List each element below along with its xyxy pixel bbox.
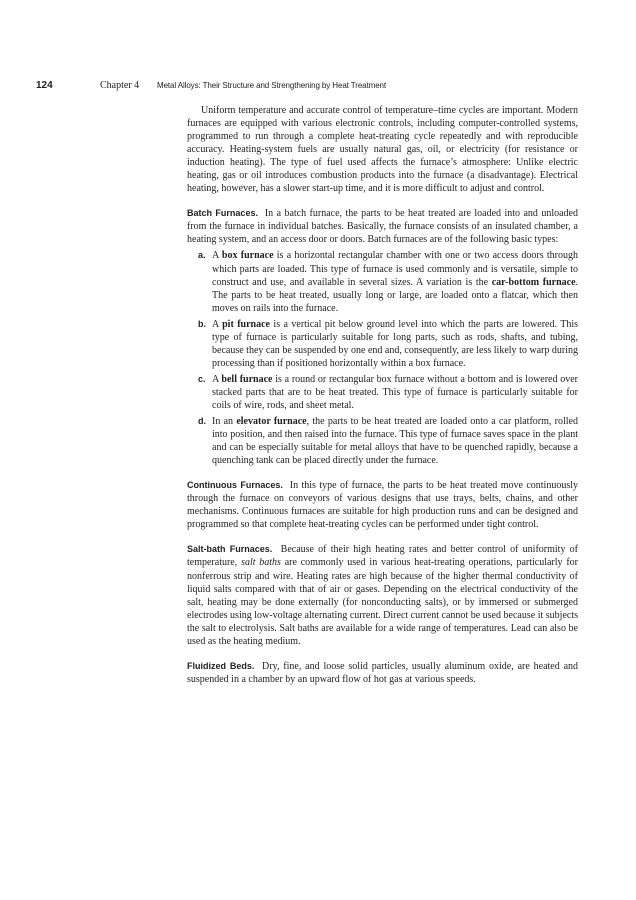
body-text	[187, 104, 578, 686]
fluidized-text: Dry, fine, and loose solid particles, usually aluminum oxide, are heated and suspended in a chamber by an upward flow of hot gas at various speeds.	[187, 660, 579, 685]
item-label: b.	[198, 318, 206, 329]
list-item: a. A box furnace is a horizontal rectangular chamber with one or two access doors through which parts are loaded. This type of furnace is used commonly and is versatile, simple to construct and use, and available in several sizes. A variation is the car-bottom furnace. The parts to be heat treated, usually long or large, are loaded onto a flatcar, which then moves on rails into the furnace.	[198, 250, 579, 314]
fluidized-paragraph	[187, 660, 578, 686]
batch-heading: Batch Furnaces.	[187, 208, 258, 219]
list-item: d. In an elevator furnace, the parts to be heat treated are loaded onto a car platform, rolled into position, and then raised into the furnace. This type of furnace saves space in the plant and can be especially suitable for metal alloys that have to be quenched rapidly, because a quenching tank can be placed directly under the furnace.	[198, 416, 578, 467]
saltbath-paragraph: Salt-bath Furnaces. Because of their high heating rates and better control of uniformity of temperature, salt baths are commonly used in various heat-treating operations, particularly for nonferrous strip and wire. Heating rates are high because of the higher thermal conductivity of liquid salts compared with that of air or gases. Depending on the electrical conductivity of the salt, heating may be done externally (for nonconducting salts), or by immersed or submerged electrodes using low-voltage alternating current. Direct current cannot be used because it subjects the salt to electrolysis. Salt baths are available for a wide range of temperatures. Lead can also be used as the heating medium.	[187, 544, 578, 647]
term-bell-furnace: bell furnace	[221, 373, 273, 385]
furnace-type-list	[187, 249, 578, 467]
continuous-text: In this type of furnace, the parts to be heat treated move continuously through the furnace on conveyors of various designs that use trays, belts, chains, and other mechanisms. Continuous furnaces are suitable for high production runs and can be designed and programmed so that complete heat-treating cycles can be performed under tight control.	[187, 480, 578, 531]
saltbath-heading: Salt-bath Furnaces.	[187, 544, 273, 555]
item-label: d.	[198, 416, 206, 427]
fluidized-heading: Fluidized Beds.	[187, 660, 255, 671]
term-pit-furnace: pit furnace	[222, 318, 270, 330]
batch-text: In a batch furnace, the parts to be heat treated are loaded into and unloaded from the furnace in individual batches. Basically, the furnace consists of an insulated chamber, a heating system, and an access door or doors. Batch furnaces are of the following basic types:	[187, 208, 578, 246]
list-item: b. A pit furnace is a vertical pit below ground level into which the parts are lowered. This type of furnace is particularly suitable for long parts, such as rods, shafts, and tubing, because they can be suspended by one end and, consequently, are less likely to warp during processing than if positioned horizontally within a box furnace.	[198, 318, 578, 369]
item-label: c.	[198, 373, 206, 384]
section-continuous-furnaces	[187, 479, 578, 531]
list-item: c. A bell furnace is a round or rectangular box furnace without a bottom and is lowered over stacked parts that are to be heat treated. This type of furnace is particularly suitable for coils of wire, rods, and sheet metal.	[198, 373, 579, 411]
page-number: 124	[36, 80, 53, 91]
batch-paragraph	[187, 207, 578, 246]
running-header	[36, 80, 616, 96]
section-fluidized-beds	[187, 660, 578, 686]
item-label: a.	[198, 250, 206, 261]
term-box-furnace: box furnace	[221, 250, 274, 262]
intro-paragraph: Uniform temperature and accurate control of temperature–time cycles are important. Modern furnaces are equipped with various electronic controls, including computer-controlled systems, programmed to run through a complete heat-treating cycle repeatedly and with reproducible accuracy. Heating-system fuels are usually natural gas, oil, or electricity (for resistance or induction heating). The type of fuel used affects the furnace’s atmosphere: Unlike electric heating, gas or oil introduces combustion products into the furnace (a disadvantage). Electrical heating, however, has a slower start-up time, and it is more difficult to adjust and control.	[187, 105, 578, 195]
term-car-bottom-furnace: car-bottom furnace	[491, 276, 576, 288]
continuous-paragraph	[187, 479, 578, 531]
term-salt-baths: salt baths	[241, 557, 281, 569]
term-elevator-furnace: elevator furnace	[236, 416, 307, 428]
chapter-label: Chapter 4	[100, 80, 140, 91]
chapter-title: Metal Alloys: Their Structure and Strengthening by Heat Treatment	[157, 81, 387, 90]
continuous-heading: Continuous Furnaces.	[187, 480, 283, 491]
section-salt-bath-furnaces	[187, 543, 578, 647]
section-batch-furnaces	[187, 207, 578, 467]
